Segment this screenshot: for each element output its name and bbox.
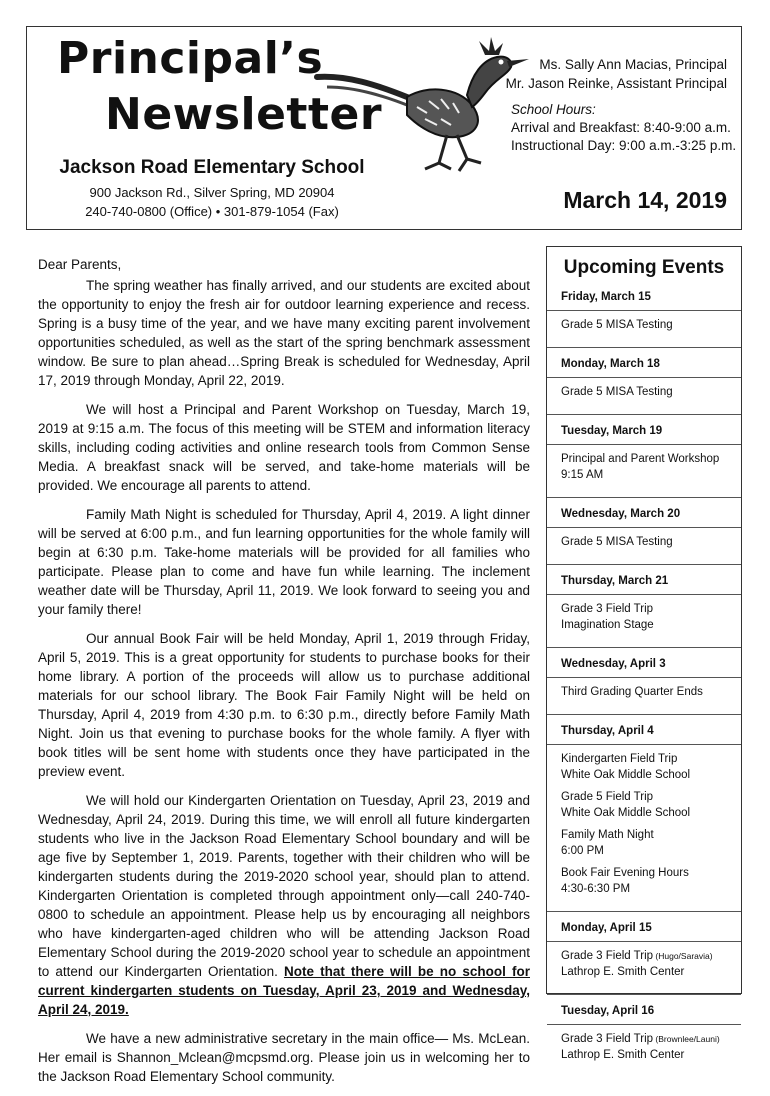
newsletter-date: March 14, 2019 [563, 187, 727, 213]
event-item-line: Grade 5 MISA Testing [561, 536, 673, 548]
event-item-line: 4:30-6:30 PM [561, 883, 631, 895]
event-date: Tuesday, April 16 [547, 1005, 741, 1025]
newsletter-title-line2: Newsletter [105, 89, 383, 140]
event-day [547, 658, 741, 715]
event-date: Monday, April 15 [547, 922, 741, 942]
event-day [547, 508, 741, 565]
arrival-hours: Arrival and Breakfast: 8:40-9:00 a.m. [511, 120, 731, 135]
letter-paragraph: Family Math Night is scheduled for Thursday, April 4, 2019. A light dinner will be served at 6:00 p.m., and fun learning opportunities for the whole family will begin at 6:30 p.m. Take-home materials will be provided for all families who participate. Please plan to come and have fun while learning. The inclement weather date will be Thursday, April 11, 2019. We look forward to seeing you and your family there! [38, 507, 530, 617]
event-item-line: 6:00 PM [561, 845, 604, 857]
event-day [547, 358, 741, 415]
letter-body [38, 255, 530, 1096]
school-phone: 240-740-0800 (Office) • 301-879-1054 (Fax) [85, 204, 339, 219]
event-item-line: Kindergarten Field Trip [561, 753, 678, 765]
event-item-line: Third Grading Quarter Ends [561, 686, 703, 698]
event-date: Thursday, April 4 [547, 725, 741, 745]
event-date: Wednesday, April 3 [547, 658, 741, 678]
event-date: Tuesday, March 19 [547, 425, 741, 445]
event-item [561, 317, 741, 333]
events-title: Upcoming Events [563, 257, 725, 278]
event-day [547, 725, 741, 912]
event-item-line: Grade 5 MISA Testing [561, 386, 673, 398]
event-item [561, 601, 741, 633]
event-day [547, 291, 741, 348]
newsletter-header [26, 26, 742, 230]
event-item-line: Principal and Parent Workshop [561, 453, 720, 465]
kindergarten-text: We will hold our Kindergarten Orientation on Tuesday, April 23, 2019 and Wednesday, April 24, 2019. During this time, we will enroll all future kindergarten students who live in the Jackson Road Elementary School boundary and will be age five by September 1, 2019. Parents, together with their children who will be kindergarten students during the 2019-2020 school year, should plan to attend. Kindergarten Orientation is completed through appointment only—call 240-740-0800 to schedule an appointment. Please help us by encouraging all neighbors who have kindergarten-aged children who will be attending Jackson Road Elementary School during the 2019-2020 school year to schedule an appointment to attend our Kindergarten Orientation. [38, 793, 530, 979]
letter-paragraph: We have a new administrative secretary in the main office— Ms. McLean. Her email is Shannon_Mclean@mcpsmd.org. Please join us in welcoming her to the Jackson Road Elementary School community. [38, 1031, 530, 1084]
event-item-line: Lathrop E. Smith Center [561, 966, 685, 978]
event-day [547, 575, 741, 648]
assistant-principal-name: Mr. Jason Reinke, Assistant Principal [505, 76, 727, 91]
letter-paragraph: The spring weather has finally arrived, and our students are excited about the opportunity to enjoy the fresh air for outdoor learning experience and recess. Spring is a busy time of the year, and we have many exciting parent involvement opportunities scheduled, as well as the start of the spring benchmark assessment window. Be sure to plan ahead…Spring Break is scheduled for Wednesday, April 17, 2019 through Monday, April 22, 2019. [38, 278, 530, 388]
event-item-line: Family Math Night [561, 829, 654, 841]
event-item [561, 827, 741, 859]
events-list [547, 291, 741, 1087]
letter-paragraph: Our annual Book Fair will be held Monday, April 1, 2019 through Friday, April 5, 2019. This is a great opportunity for students to purchase books for their home library. A portion of the proceeds will allow us to purchase additional materials for our school library. The Book Fair Family Night will be held on Thursday, April 4, 2019 from 4:30 p.m. to 6:30 p.m., directly before Family Math Night. Join us that evening to purchase books for the whole family. A flyer with book titles will be sent home with students once they have participated in the preview event. [38, 631, 530, 779]
event-item-line: Lathrop E. Smith Center [561, 1049, 685, 1061]
event-item-line: Grade 5 MISA Testing [561, 319, 673, 331]
school-hours [511, 101, 736, 155]
event-day [547, 922, 741, 995]
event-item-line: Grade 3 Field Trip [561, 603, 654, 615]
event-item [561, 948, 741, 980]
roadrunner-icon [307, 35, 529, 175]
school-name: Jackson Road Elementary School [59, 157, 365, 178]
event-date: Wednesday, March 20 [547, 508, 741, 528]
event-item [561, 384, 741, 400]
instructional-hours: Instructional Day: 9:00 a.m.-3:25 p.m. [511, 138, 737, 153]
event-item-line: Grade 5 Field Trip [561, 791, 654, 803]
letter-greeting: Dear Parents, [38, 257, 122, 272]
kindergarten-note: Note that there will be no school for current kindergarten students on Tuesday, April 23, 2019 and Wednesday, April 24, 2019. [38, 964, 530, 1017]
school-address: 900 Jackson Rd., Silver Spring, MD 20904 [89, 185, 335, 200]
staff-block [506, 55, 727, 93]
event-day [547, 425, 741, 498]
event-item-line: Book Fair Evening Hours [561, 867, 689, 879]
newsletter-title-line1: Principal’s [57, 33, 324, 84]
event-item-line: White Oak Middle School [561, 807, 691, 819]
letter-paragraph: We will host a Principal and Parent Workshop on Tuesday, March 19, 2019 at 9:15 a.m. The focus of this meeting will be STEM and information literacy skills, including coding activities and online research tools from Common Sense Media. A breakfast snack will be served, and take-home materials will be provided. We encourage all parents to attend. [38, 402, 530, 493]
event-item-line: 9:15 AM [561, 469, 604, 481]
event-item [561, 751, 741, 783]
event-item-note: (Hugo/Saravia) [653, 951, 713, 961]
event-item [561, 1031, 741, 1063]
school-hours-label: School Hours: [511, 102, 596, 117]
event-item-line: Imagination Stage [561, 619, 654, 631]
event-item [561, 789, 741, 821]
event-item [561, 451, 741, 483]
event-item-line: Grade 3 Field Trip (Brownlee/Launi) [561, 1033, 720, 1045]
event-item-line: White Oak Middle School [561, 769, 691, 781]
upcoming-events-panel [546, 246, 742, 1061]
event-date: Monday, March 18 [547, 358, 741, 378]
event-item-line: Grade 3 Field Trip (Hugo/Saravia) [561, 950, 713, 962]
event-item [561, 865, 741, 897]
letter-paragraph-kindergarten [38, 791, 530, 1019]
event-date: Friday, March 15 [547, 291, 741, 311]
event-item [561, 534, 741, 550]
event-day [547, 1005, 741, 1077]
event-item-note: (Brownlee/Launi) [653, 1034, 720, 1044]
principal-name: Ms. Sally Ann Macias, Principal [539, 57, 727, 72]
event-date: Thursday, March 21 [547, 575, 741, 595]
event-item [561, 684, 741, 700]
